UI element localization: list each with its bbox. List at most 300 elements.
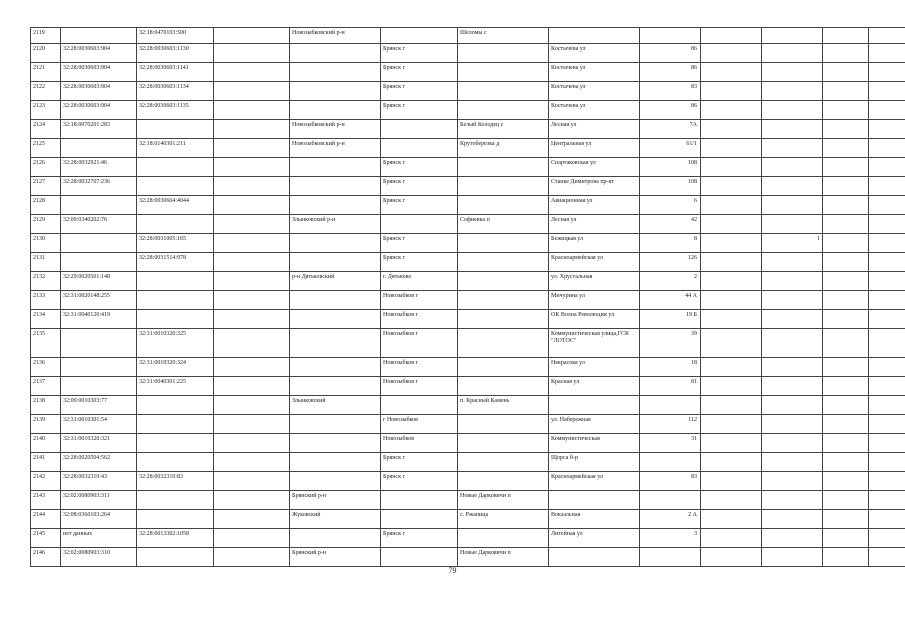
empty-cell	[701, 434, 762, 453]
city-cell: Брянск г	[381, 472, 458, 491]
locality-cell: Крутоберезка д	[458, 139, 549, 158]
extra-value-cell	[762, 453, 823, 472]
row-number-cell: 2136	[31, 358, 61, 377]
empty-cell	[823, 120, 869, 139]
locality-cell	[458, 472, 549, 491]
empty-cell	[214, 472, 290, 491]
house-number-cell: 108	[640, 177, 701, 196]
locality-cell: Софиевка п	[458, 215, 549, 234]
empty-cell	[823, 139, 869, 158]
empty-cell	[214, 396, 290, 415]
table-row	[31, 396, 905, 415]
extra-value-cell	[762, 253, 823, 272]
cadastral-number-cell: 32:28:0030603:904	[61, 101, 137, 120]
district-cell	[290, 177, 381, 196]
city-cell: Брянск г	[381, 253, 458, 272]
cadastral-number-cell: 32:31:0040301:225	[137, 377, 214, 396]
house-number-cell: 83	[640, 472, 701, 491]
cadastral-number-cell	[137, 415, 214, 434]
table-row	[31, 529, 905, 548]
house-number-cell: 7А	[640, 120, 701, 139]
empty-cell	[701, 28, 762, 44]
house-number-cell: 3	[640, 529, 701, 548]
extra-value-cell	[762, 44, 823, 63]
empty-cell	[823, 215, 869, 234]
city-cell	[381, 215, 458, 234]
city-cell: Брянск г	[381, 63, 458, 82]
empty-cell	[823, 548, 869, 567]
table-row	[31, 158, 905, 177]
extra-value-cell	[762, 158, 823, 177]
street-cell: Спартаковская ул	[549, 158, 640, 177]
row-number-cell: 2143	[31, 491, 61, 510]
cadastral-number-cell: 32:18:0070201:283	[61, 120, 137, 139]
house-number-cell: 8	[640, 234, 701, 253]
row-number-cell: 2123	[31, 101, 61, 120]
empty-cell	[823, 101, 869, 120]
street-cell: Костычева ул	[549, 101, 640, 120]
table-row	[31, 101, 905, 120]
cadastral-number-cell: 32:02:0080903:310	[61, 548, 137, 567]
empty-cell	[823, 196, 869, 215]
empty-cell	[701, 101, 762, 120]
empty-cell	[869, 139, 905, 158]
empty-cell	[701, 396, 762, 415]
cadastral-number-cell: 32:28:0030603:904	[61, 82, 137, 101]
empty-cell	[214, 63, 290, 82]
cadastral-number-cell: 32:18:0470103:500	[137, 28, 214, 44]
house-number-cell: 2	[640, 272, 701, 291]
empty-cell	[869, 28, 905, 44]
empty-cell	[214, 453, 290, 472]
street-cell: Бежицкая ул	[549, 234, 640, 253]
house-number-cell: 42	[640, 215, 701, 234]
table-row	[31, 120, 905, 139]
empty-cell	[214, 196, 290, 215]
city-cell: Брянск г	[381, 234, 458, 253]
empty-cell	[214, 253, 290, 272]
district-cell: Новозыбковский р-н	[290, 28, 381, 44]
street-cell: Коммунистическая улица,ГСК "ЛОТОС"	[549, 329, 640, 358]
table-row	[31, 28, 905, 44]
locality-cell	[458, 358, 549, 377]
extra-value-cell	[762, 329, 823, 358]
empty-cell	[214, 434, 290, 453]
street-cell	[549, 548, 640, 567]
district-cell	[290, 82, 381, 101]
house-number-cell	[640, 28, 701, 44]
cadastral-number-cell	[137, 120, 214, 139]
district-cell: Новозыбковский р-н	[290, 120, 381, 139]
house-number-cell: 81	[640, 377, 701, 396]
extra-value-cell	[762, 310, 823, 329]
row-number-cell: 2131	[31, 253, 61, 272]
empty-cell	[823, 82, 869, 101]
district-cell	[290, 63, 381, 82]
registry-table	[30, 27, 905, 567]
street-cell: ул. Набережная	[549, 415, 640, 434]
empty-cell	[701, 120, 762, 139]
district-cell	[290, 377, 381, 396]
cadastral-number-cell: 32:08:0360103:264	[61, 510, 137, 529]
cadastral-number-cell: 32:28:0030603:1130	[137, 44, 214, 63]
locality-cell	[458, 177, 549, 196]
street-cell	[549, 396, 640, 415]
locality-cell	[458, 63, 549, 82]
street-cell: Авиационная ул	[549, 196, 640, 215]
locality-cell: Белый Колодец с	[458, 120, 549, 139]
empty-cell	[823, 310, 869, 329]
table-row	[31, 196, 905, 215]
cadastral-number-cell	[137, 434, 214, 453]
empty-cell	[701, 63, 762, 82]
table-row	[31, 377, 905, 396]
house-number-cell: 112	[640, 415, 701, 434]
row-number-cell: 2140	[31, 434, 61, 453]
street-cell: Станке Димитрова пр-кт	[549, 177, 640, 196]
table-row	[31, 548, 905, 567]
district-cell	[290, 529, 381, 548]
empty-cell	[869, 491, 905, 510]
empty-cell	[869, 158, 905, 177]
empty-cell	[214, 272, 290, 291]
district-cell	[290, 101, 381, 120]
district-cell	[290, 453, 381, 472]
house-number-cell: 86	[640, 101, 701, 120]
row-number-cell: 2126	[31, 158, 61, 177]
extra-value-cell	[762, 196, 823, 215]
locality-cell: п. Красный Камень	[458, 396, 549, 415]
empty-cell	[823, 158, 869, 177]
district-cell	[290, 253, 381, 272]
empty-cell	[214, 529, 290, 548]
street-cell: Щорса б-р	[549, 453, 640, 472]
table-row	[31, 434, 905, 453]
house-number-cell: 39	[640, 329, 701, 358]
street-cell	[549, 491, 640, 510]
empty-cell	[869, 548, 905, 567]
empty-cell	[701, 44, 762, 63]
empty-cell	[701, 491, 762, 510]
city-cell: Новозыбков г	[381, 291, 458, 310]
row-number-cell: 2146	[31, 548, 61, 567]
street-cell: Центральная ул	[549, 139, 640, 158]
locality-cell	[458, 329, 549, 358]
row-number-cell: 2124	[31, 120, 61, 139]
street-cell: Литейная ул	[549, 529, 640, 548]
table-row	[31, 139, 905, 158]
extra-value-cell	[762, 272, 823, 291]
extra-value-cell	[762, 415, 823, 434]
cadastral-number-cell: 32:31:0010320:321	[61, 434, 137, 453]
cadastral-number-cell: 32:09:0340202:76	[61, 215, 137, 234]
empty-cell	[823, 472, 869, 491]
extra-value-cell	[762, 491, 823, 510]
district-cell: Жуковский	[290, 510, 381, 529]
city-cell	[381, 139, 458, 158]
cadastral-number-cell	[137, 272, 214, 291]
house-number-cell: 6	[640, 196, 701, 215]
row-number-cell: 2139	[31, 415, 61, 434]
district-cell: р-н Дятьковский	[290, 272, 381, 291]
empty-cell	[214, 510, 290, 529]
locality-cell: с. Ржаница	[458, 510, 549, 529]
extra-value-cell	[762, 548, 823, 567]
house-number-cell	[640, 453, 701, 472]
empty-cell	[701, 177, 762, 196]
cadastral-number-cell: 32:28:0031514:978	[137, 253, 214, 272]
empty-cell	[869, 44, 905, 63]
empty-cell	[701, 215, 762, 234]
house-number-cell	[640, 491, 701, 510]
empty-cell	[701, 82, 762, 101]
city-cell: Брянск г	[381, 529, 458, 548]
house-number-cell: 2 А	[640, 510, 701, 529]
district-cell	[290, 234, 381, 253]
district-cell: Злынковский	[290, 396, 381, 415]
cadastral-number-cell	[137, 453, 214, 472]
locality-cell	[458, 529, 549, 548]
city-cell: Брянск г	[381, 101, 458, 120]
city-cell: Новозыбков	[381, 434, 458, 453]
empty-cell	[701, 453, 762, 472]
extra-value-cell	[762, 101, 823, 120]
city-cell: Брянск г	[381, 196, 458, 215]
empty-cell	[701, 358, 762, 377]
row-number-cell: 2125	[31, 139, 61, 158]
cadastral-number-cell: 32:28:0031005:165	[137, 234, 214, 253]
locality-cell	[458, 272, 549, 291]
row-number-cell: 2135	[31, 329, 61, 358]
district-cell	[290, 329, 381, 358]
table-row	[31, 215, 905, 234]
street-cell: Красноармейская ул	[549, 472, 640, 491]
street-cell: Красноармейская ул	[549, 253, 640, 272]
empty-cell	[214, 415, 290, 434]
empty-cell	[823, 453, 869, 472]
locality-cell	[458, 44, 549, 63]
district-cell: Новозыбковский р-н	[290, 139, 381, 158]
table-row	[31, 291, 905, 310]
cadastral-number-cell: 32:28:0013302:1058	[137, 529, 214, 548]
locality-cell	[458, 253, 549, 272]
extra-value-cell	[762, 139, 823, 158]
empty-cell	[214, 139, 290, 158]
empty-cell	[869, 434, 905, 453]
cadastral-number-cell: 32:31:0040120:419	[61, 310, 137, 329]
cadastral-number-cell: 32:02:0080903:311	[61, 491, 137, 510]
empty-cell	[869, 101, 905, 120]
row-number-cell: 2133	[31, 291, 61, 310]
empty-cell	[214, 44, 290, 63]
empty-cell	[701, 310, 762, 329]
extra-value-cell	[762, 377, 823, 396]
empty-cell	[823, 434, 869, 453]
empty-cell	[869, 215, 905, 234]
district-cell	[290, 310, 381, 329]
cadastral-number-cell	[137, 310, 214, 329]
empty-cell	[869, 396, 905, 415]
cadastral-number-cell: 32:28:0030603:1141	[137, 63, 214, 82]
cadastral-number-cell: 32:28:0030604:4044	[137, 196, 214, 215]
city-cell: Новозыбков г	[381, 329, 458, 358]
empty-cell	[823, 415, 869, 434]
city-cell: Брянск г	[381, 82, 458, 101]
empty-cell	[869, 453, 905, 472]
house-number-cell: 108	[640, 158, 701, 177]
street-cell: Лесная ул	[549, 215, 640, 234]
row-number-cell: 2137	[31, 377, 61, 396]
house-number-cell: 31	[640, 434, 701, 453]
row-number-cell: 2141	[31, 453, 61, 472]
empty-cell	[869, 253, 905, 272]
cadastral-number-cell	[61, 234, 137, 253]
table-row	[31, 358, 905, 377]
empty-cell	[701, 291, 762, 310]
district-cell	[290, 158, 381, 177]
empty-cell	[869, 529, 905, 548]
cadastral-number-cell	[61, 139, 137, 158]
empty-cell	[823, 529, 869, 548]
cadastral-number-cell: 32:28:0032310:83	[137, 472, 214, 491]
locality-cell	[458, 377, 549, 396]
cadastral-number-cell: 32:31:0010320:324	[137, 358, 214, 377]
city-cell: Брянск г	[381, 44, 458, 63]
row-number-cell: 2145	[31, 529, 61, 548]
street-cell: ул. Хрустальная	[549, 272, 640, 291]
street-cell: Лесная ул	[549, 120, 640, 139]
row-number-cell: 2134	[31, 310, 61, 329]
city-cell: г. Дятьково	[381, 272, 458, 291]
extra-value-cell	[762, 291, 823, 310]
city-cell: Новозыбков г	[381, 377, 458, 396]
cadastral-number-cell	[61, 196, 137, 215]
empty-cell	[823, 253, 869, 272]
extra-value-cell	[762, 177, 823, 196]
empty-cell	[214, 234, 290, 253]
empty-cell	[214, 377, 290, 396]
empty-cell	[701, 415, 762, 434]
empty-cell	[214, 491, 290, 510]
table-row	[31, 44, 905, 63]
district-cell	[290, 291, 381, 310]
cadastral-number-cell: 32:28:0030603:1134	[137, 82, 214, 101]
city-cell: Брянск г	[381, 158, 458, 177]
extra-value-cell	[762, 510, 823, 529]
table-row	[31, 63, 905, 82]
empty-cell	[869, 377, 905, 396]
city-cell: Новозыбков г	[381, 310, 458, 329]
district-cell: Брянский р-н	[290, 548, 381, 567]
house-number-cell: 86	[640, 44, 701, 63]
street-cell: Костычева ул	[549, 44, 640, 63]
empty-cell	[823, 510, 869, 529]
table-row	[31, 253, 905, 272]
cadastral-number-cell: 32:28:0030603:1135	[137, 101, 214, 120]
empty-cell	[823, 272, 869, 291]
cadastral-number-cell: 32:09:0010303:77	[61, 396, 137, 415]
empty-cell	[823, 377, 869, 396]
row-number-cell: 2132	[31, 272, 61, 291]
empty-cell	[214, 120, 290, 139]
empty-cell	[214, 215, 290, 234]
locality-cell: Новые Дарковичи п	[458, 548, 549, 567]
empty-cell	[823, 396, 869, 415]
empty-cell	[823, 63, 869, 82]
city-cell: Брянск г	[381, 177, 458, 196]
city-cell	[381, 491, 458, 510]
street-cell	[549, 28, 640, 44]
empty-cell	[869, 63, 905, 82]
street-cell: Костычева ул	[549, 82, 640, 101]
extra-value-cell	[762, 434, 823, 453]
empty-cell	[869, 120, 905, 139]
empty-cell	[869, 234, 905, 253]
locality-cell	[458, 234, 549, 253]
extra-value-cell	[762, 215, 823, 234]
locality-cell	[458, 101, 549, 120]
table-row	[31, 415, 905, 434]
empty-cell	[701, 272, 762, 291]
locality-cell	[458, 434, 549, 453]
row-number-cell: 2144	[31, 510, 61, 529]
district-cell	[290, 44, 381, 63]
empty-cell	[214, 548, 290, 567]
empty-cell	[214, 82, 290, 101]
cadastral-number-cell: 32:31:0020148:255	[61, 291, 137, 310]
street-cell: Красная ул	[549, 377, 640, 396]
table-row	[31, 310, 905, 329]
cadastral-number-cell	[137, 491, 214, 510]
cadastral-number-cell: 32:29:0020501:148	[61, 272, 137, 291]
house-number-cell: 18	[640, 358, 701, 377]
house-number-cell	[640, 396, 701, 415]
empty-cell	[214, 329, 290, 358]
empty-cell	[214, 101, 290, 120]
street-cell: Некрасова ул	[549, 358, 640, 377]
district-cell	[290, 415, 381, 434]
empty-cell	[869, 196, 905, 215]
cadastral-number-cell	[61, 253, 137, 272]
district-cell: Брянский р-н	[290, 491, 381, 510]
row-number-cell: 2119	[31, 28, 61, 44]
empty-cell	[214, 158, 290, 177]
empty-cell	[823, 491, 869, 510]
cadastral-number-cell	[137, 177, 214, 196]
extra-value-cell	[762, 120, 823, 139]
empty-cell	[823, 329, 869, 358]
table-body	[31, 28, 905, 567]
empty-cell	[869, 82, 905, 101]
city-cell: Новозыбков г	[381, 358, 458, 377]
extra-value-cell	[762, 82, 823, 101]
empty-cell	[823, 177, 869, 196]
cadastral-number-cell	[61, 377, 137, 396]
row-number-cell: 2128	[31, 196, 61, 215]
empty-cell	[214, 310, 290, 329]
page-number: 79	[448, 566, 457, 575]
cadastral-number-cell: 32:28:0020504:562	[61, 453, 137, 472]
district-cell	[290, 472, 381, 491]
empty-cell	[701, 253, 762, 272]
extra-value-cell	[762, 28, 823, 44]
city-cell: Брянск г	[381, 453, 458, 472]
extra-value-cell	[762, 63, 823, 82]
district-cell	[290, 358, 381, 377]
empty-cell	[869, 291, 905, 310]
table-row	[31, 491, 905, 510]
city-cell	[381, 396, 458, 415]
